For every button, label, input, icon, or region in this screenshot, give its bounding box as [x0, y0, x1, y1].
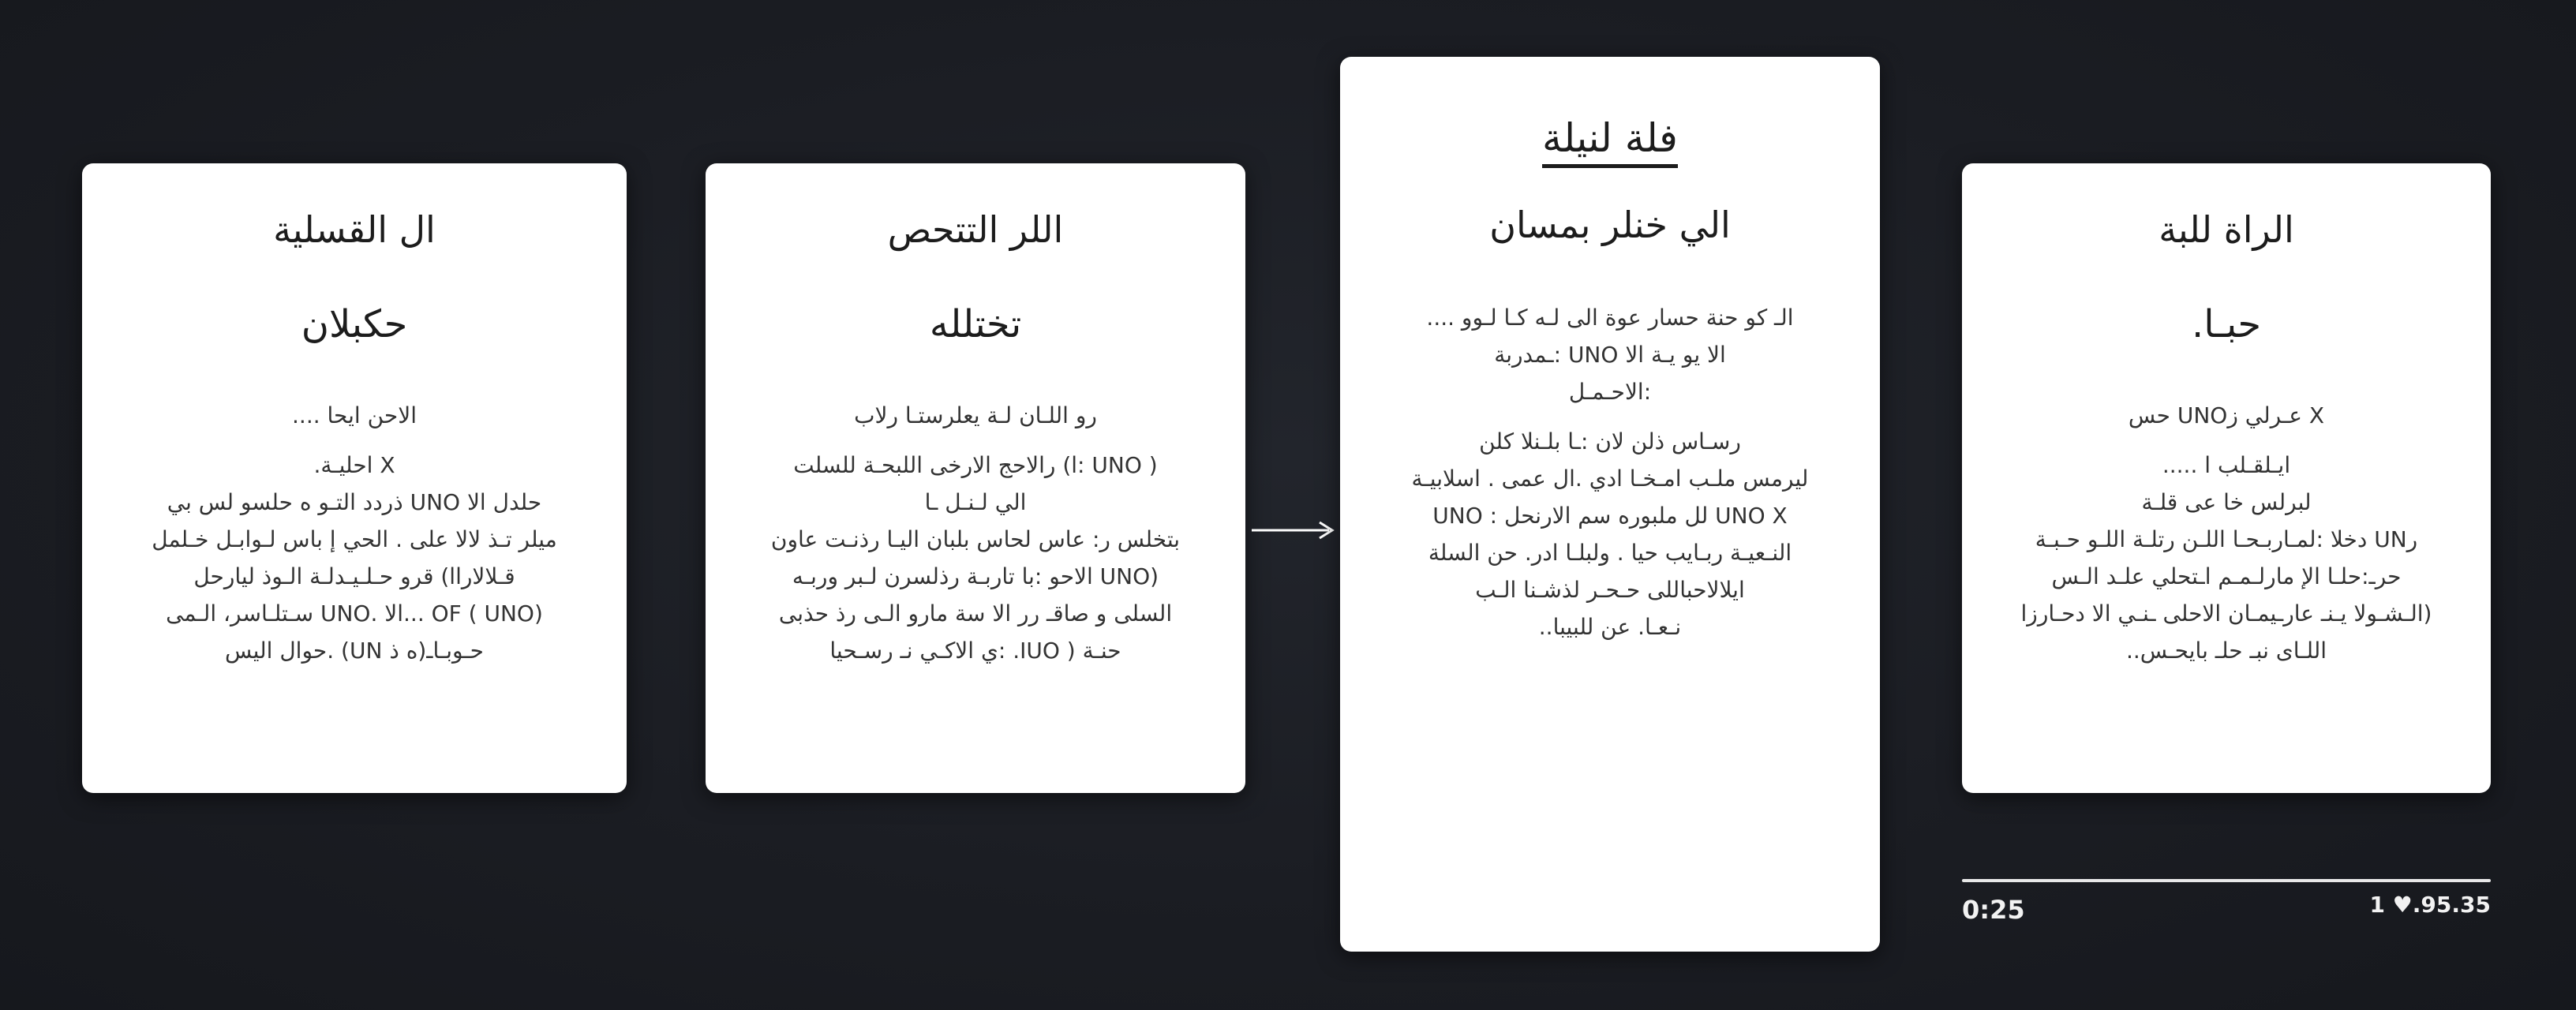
video-player-controls [1962, 879, 2491, 926]
card-intro: X عـرلي زUNO حس [2128, 402, 2325, 428]
card-subheading: تختلله [929, 302, 1022, 346]
time-elapsed: 0:25 [1962, 895, 2025, 925]
card-text-line: ايلالاحباللى حـحـر لذشـنا الـب [1475, 577, 1745, 603]
card-text-line: OF ( UNO) ...الا .UNO سـتلـاسر، الـمى [166, 600, 543, 627]
card-heading: ال القسلية [273, 208, 436, 251]
card-text-line: ليرمس ملـب امـخـا ادي .ال عمى . اسلابيـة [1411, 466, 1809, 492]
card-intro-line: الـ كو حنة حسار عوة الى لـه كـا لـوو .... [1426, 305, 1794, 331]
arrow-right-icon [1250, 514, 1339, 546]
progress-bar[interactable] [1962, 879, 2491, 882]
card-text-line: نـعـا. عن للبيبا.. [1538, 614, 1682, 640]
card-text-line: النـعيـة ربـايب حيا . ولبلـا ادر. حن السلة [1428, 540, 1792, 566]
card-text-line: رسـاس ذلن لان :ـا بلـنلا كلن [1479, 428, 1741, 454]
card-text-line: حلدل الا UNO ذردد التـو ه حلسو لس بي [167, 489, 542, 515]
progress-fill [1962, 879, 2491, 882]
card-text-line: اللـاى نبـ حلـ بايحـس.. [2125, 638, 2327, 664]
featured-title: فلة لنيلة [1542, 114, 1678, 168]
card-intro: رو اللـان لـة يعلرستـا رلاب [854, 402, 1097, 428]
card-text-line: بتخلس ر: عاس لحاس بلبان اليـا رذنـت عاون [770, 526, 1181, 552]
card-text-line: السلى و صاقـ رر الا سة مارو الـى رذ حذبى [778, 600, 1173, 627]
card-heading: اللر التتحص [887, 208, 1064, 251]
story-card-featured[interactable] [1340, 57, 1880, 952]
card-body [82, 397, 627, 669]
card-heading: الي خنلر بمسان [1489, 204, 1731, 246]
card-heading: الراة للبة [2159, 208, 2294, 251]
card-text-line: حـوبـاـ(ه ذ UN) .حوال اليس [224, 638, 484, 664]
card-body [1340, 299, 1880, 645]
card-text-line: قـلالاراا) قرو حـلـيـدلـة الـوذ ليارحل [193, 563, 515, 589]
card-text-line: لبرلس خا عى قلـة [2141, 489, 2312, 515]
card-body [706, 397, 1245, 669]
story-card-2[interactable] [706, 163, 1245, 793]
card-text-line: الي لـنـل ـا [924, 489, 1027, 515]
card-text-line: (UNO الاحو :با تاربـة رذلسرن لـبر وربـه [792, 563, 1159, 589]
card-text-line: ميلر تـذ لالا على . الحي إ باس لـوابـل خـلمل [152, 526, 557, 552]
card-intro: الاحن ايحا .... [292, 402, 417, 428]
card-subheading: حكبلان [301, 302, 408, 346]
card-text-line: رUN دخلا :لمـاربـحـا اللـن رتلـة اللـو حـبـة [2035, 526, 2418, 552]
like-count[interactable]: 1 ♥.95.35 [2369, 892, 2491, 918]
story-card-4[interactable] [1962, 163, 2491, 793]
card-intro-line: :الاحـمـل [1568, 379, 1652, 405]
card-text-line: حرـ:حلـا الإ مارلـمـم اـتحلي علـد الـس [2051, 563, 2402, 589]
card-intro-line: الا يو يـة الا UNO :ـمدربة [1494, 342, 1726, 368]
card-subheading: حبـا. [2191, 302, 2262, 346]
card-text-line: ( UNO :ا) رالاحج الارخى اللبحـة للسلت [793, 452, 1158, 478]
card-text-line: حنـة ( IUO. :ي الاكـي نـ رسـحيا [829, 638, 1121, 664]
card-text-line: ايـلقـلب ا ..... [2162, 452, 2291, 478]
story-card-1[interactable] [82, 163, 627, 793]
card-text-line: (الـشـولا يـنـ عارـيمـان الاحلى ـنـي الا دحـارزا [2020, 600, 2432, 627]
card-text-line: X احليـة. [313, 452, 395, 478]
card-text-line: UNO X لل ملبوره سم الارنحل : UNO [1432, 503, 1788, 529]
card-body [1962, 397, 2491, 669]
